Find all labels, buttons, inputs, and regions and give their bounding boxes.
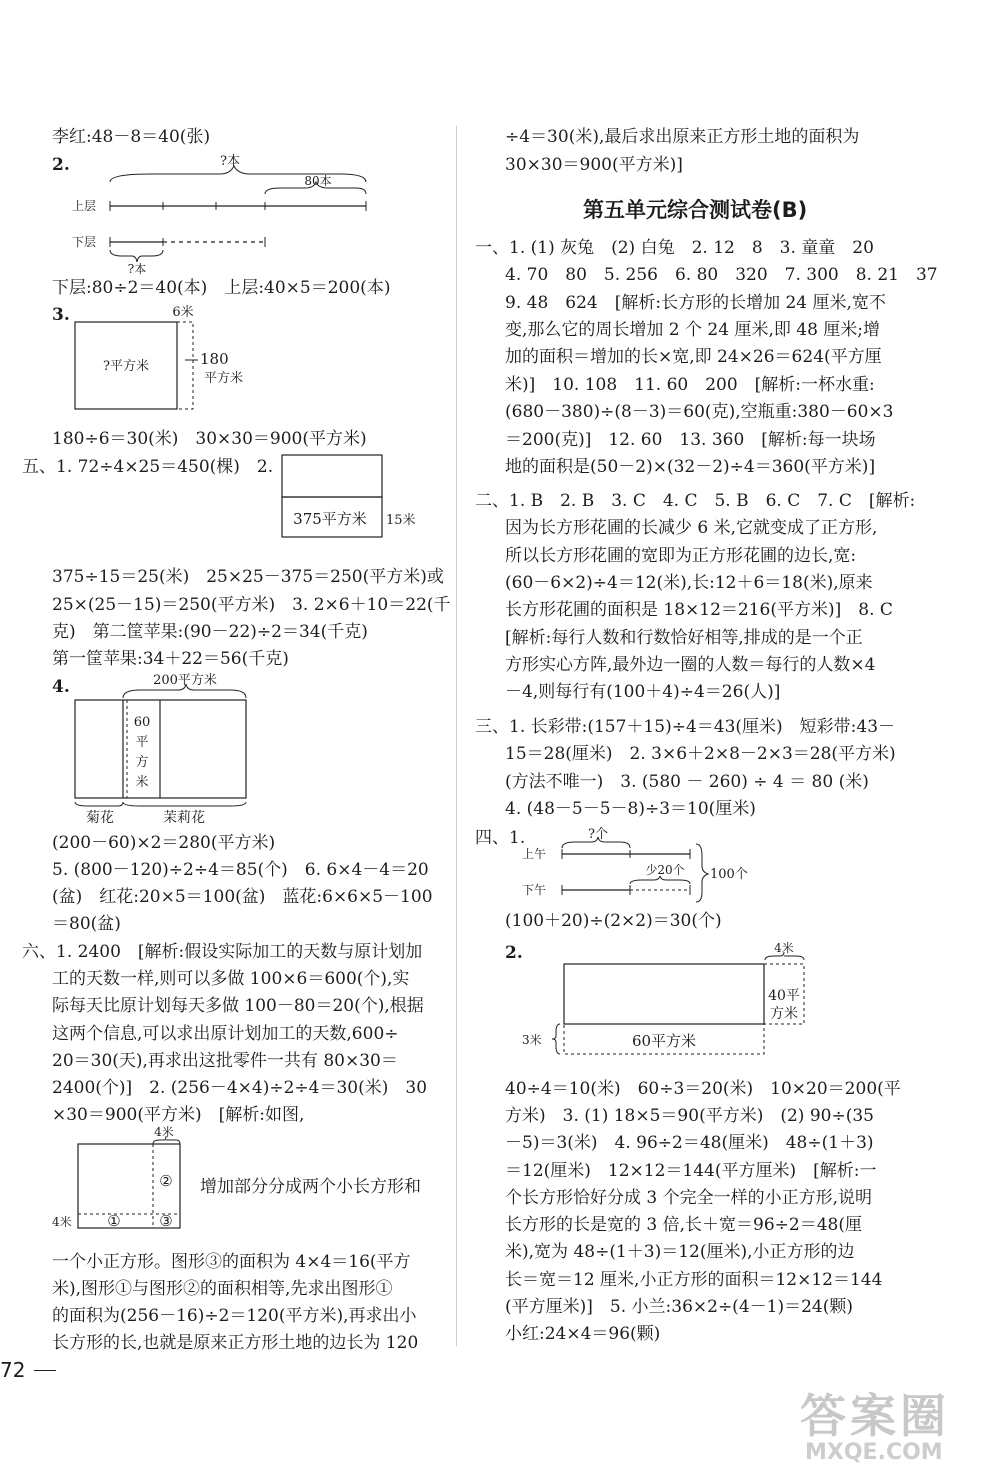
top-label: 4米	[774, 941, 794, 955]
text-line: ＝80(盆)	[52, 914, 121, 934]
text-line: 的面积为(256－16)÷2＝120(平方米),再求出小	[52, 1306, 417, 1326]
text-line: 二、1. B 2. B 3. C 4. C 5. B 6. C 7. C [解析:	[475, 491, 916, 511]
text-line: 地的面积是(50－2)×(32－2)÷4＝360(平方米)]	[505, 457, 876, 477]
right-label: 茉莉花	[163, 810, 205, 826]
region-2: ②	[159, 1172, 173, 1190]
rectangle-extension-figure	[520, 938, 820, 1073]
text-line: (60－6×2)÷4＝12(米),长:12＋6＝18(米),原来	[505, 573, 873, 593]
column-divider	[456, 126, 457, 1346]
lower-label: 下层	[72, 235, 97, 249]
text-line: 变,那么它的周长增加 2 个 24 厘米,即 48 厘米;增	[505, 320, 881, 340]
part-label: 80本	[304, 174, 332, 188]
inner-ping: 平	[135, 735, 149, 750]
text-line: 15＝28(厘米) 2. 3×6＋2×8－2×3＝28(平方米)	[505, 744, 896, 764]
text-line: 4. 70 80 5. 256 6. 80 320 7. 300 8. 21 37	[505, 265, 938, 285]
text-line: (680－380)÷(8－3)＝60(克),空瓶重:380－60×3	[505, 402, 894, 422]
text-line: ＝12(厘米) 12×12＝144(平方厘米) [解析:一	[505, 1161, 877, 1181]
text-line: 米),宽为 48÷(1＋3)＝12(厘米),小正方形的边	[505, 1242, 855, 1262]
watermark-url: MXQE.COM	[805, 1440, 943, 1465]
text-line: 40÷4＝10(米) 60÷3＝20(米) 10×20＝200(平	[505, 1079, 901, 1099]
am-label: 上午	[522, 847, 547, 861]
side-unit: 平方米	[204, 371, 244, 386]
text-line: 六、1. 2400 [解析:假设实际加工的天数与原计划加	[22, 942, 423, 962]
region-3: ③	[159, 1212, 173, 1230]
text-line: 180÷6＝30(米) 30×30＝900(平方米)	[52, 429, 367, 449]
text-line: (方法不唯一) 3. (580 － 260) ÷ 4 ＝ 80 (米)	[505, 772, 869, 792]
text-line: 长方形的长,也就是原来正方形土地的边长为 120	[52, 1333, 419, 1353]
text-line: ＝200(克)] 12. 60 13. 360 [解析:每一块场	[505, 430, 876, 450]
area-label: 375平方米	[293, 510, 367, 528]
bar-model-figure-am-pm	[520, 824, 780, 909]
text-line: (盆) 红花:20×5＝100(盆) 蓝花:6×6×5－100	[52, 887, 433, 907]
bottom-label: 60平方米	[631, 1032, 697, 1050]
text-line: 加的面积＝增加的长×宽,即 24×26＝624(平方厘	[505, 347, 882, 367]
inner-label: ?平方米	[103, 359, 149, 374]
inner-fang: 方	[135, 755, 149, 770]
inner-mi: 米	[135, 775, 149, 790]
text-line: 工的天数一样,则可以多做 100×6＝600(个),实	[52, 969, 410, 989]
text-line: 李红:48－8＝40(张)	[52, 127, 211, 147]
left-label: 3米	[522, 1033, 542, 1047]
upper-label: 上层	[72, 199, 97, 213]
total-label: ?本	[220, 154, 240, 169]
text-line: 米),图形①与图形②的面积相等,先求出图形①	[52, 1279, 393, 1299]
text-line: 所以长方形花圃的宽即为正方形花圃的边长,宽:	[505, 546, 857, 566]
text-line: (100＋20)÷(2×2)＝30(个)	[505, 911, 722, 931]
inner-60: 60	[133, 715, 151, 730]
side-number: 180	[200, 350, 229, 368]
right-number: 40平	[768, 988, 800, 1004]
watermark-logo: 答案圈	[800, 1389, 950, 1443]
top-label: 6米	[172, 305, 194, 320]
text-line: 一个小正方形。图形③的面积为 4×4＝16(平方	[52, 1252, 411, 1272]
text-line: 长方形花圃的面积是 18×12＝216(平方米)] 8. C	[505, 600, 893, 620]
text-line: 20＝30(天),再求出这批零件一共有 80×30＝	[52, 1051, 398, 1071]
text-line: [解析:每行人数和行数恰好相等,排成的是一个正	[505, 628, 863, 648]
text-line: －4,则每行有(100＋4)÷4＝26(人)]	[505, 682, 781, 702]
text-line: 4. (48－5－5－8)÷3＝10(厘米)	[505, 799, 756, 819]
question-number: 四、1.	[475, 828, 526, 848]
side-label: 15米	[386, 513, 416, 528]
text-line: 第一筐苹果:34＋22＝56(千克)	[52, 649, 289, 669]
region-1: ①	[107, 1212, 121, 1230]
text-line: 长方形的长是宽的 3 倍,长＋宽＝96÷2＝48(厘	[505, 1215, 862, 1235]
text-line: 下层:80÷2＝40(本) 上层:40×5＝200(本)	[52, 278, 391, 298]
text-line: 克) 第二筐苹果:(90－22)÷2＝34(千克)	[52, 622, 368, 642]
page-number: 72	[0, 1358, 26, 1382]
text-line: 5. (800－120)÷2÷4＝85(个) 6. 6×4－4＝20	[52, 860, 429, 880]
square-division-figure	[50, 1122, 200, 1240]
left-label: 菊花	[86, 810, 114, 826]
text-line: ×30＝900(平方米) [解析:如图,	[52, 1105, 305, 1125]
text-line: 25×(25－15)＝250(平方米) 3. 2×6＋10＝22(千	[52, 595, 451, 615]
text-line: 方形实心方阵,最外边一圈的人数＝每行的人数×4	[505, 655, 876, 675]
text-line: －5)＝3(米) 4. 96÷2＝48(厘米) 48÷(1＋3)	[505, 1133, 874, 1153]
text-line: ÷4＝30(米),最后求出原来正方形土地的面积为	[505, 127, 860, 147]
text-line: (平方厘米)] 5. 小兰:36×2÷(4－1)＝24(颗)	[505, 1297, 853, 1317]
total-label: 100个	[710, 867, 748, 882]
bar-model-figure	[70, 150, 390, 275]
flowerbed-figure	[60, 668, 320, 828]
text-line: 增加部分分成两个小长方形和	[200, 1177, 421, 1197]
text-line: 30×30＝900(平方米)]	[505, 155, 683, 175]
text-line: 375÷15＝25(米) 25×25－375＝250(平方米)或	[52, 567, 444, 587]
unknown-label: ?个	[588, 827, 608, 842]
page-number-rule	[34, 1370, 56, 1371]
rectangle-area-figure	[270, 450, 450, 560]
text-line: 一、1. (1) 灰兔 (2) 白兔 2. 12 8 3. 童童 20	[475, 238, 874, 258]
question-number: 3.	[52, 305, 70, 325]
left-label: 4米	[52, 1215, 72, 1229]
text-line: 际每天比原计划每天多做 100－80＝20(个),根据	[52, 996, 424, 1016]
question-number: 2.	[52, 155, 70, 175]
text-line: 三、1. 长彩带:(157＋15)÷4＝43(厘米) 短彩带:43－	[475, 717, 896, 737]
text-line: 小红:24×4＝96(颗)	[505, 1324, 661, 1344]
pm-label: 下午	[522, 883, 547, 897]
text-line: (200－60)×2＝280(平方米)	[52, 833, 276, 853]
top-label: 200平方米	[153, 673, 217, 688]
square-extension-figure	[70, 300, 270, 420]
section-title: 第五单元综合测试卷(B)	[583, 198, 808, 222]
text-line: 9. 48 624 [解析:长方形的长增加 24 厘米,宽不	[505, 293, 886, 313]
text-line: 2400(个)] 2. (256－4×4)÷2÷4＝30(米) 30	[52, 1078, 428, 1098]
text-line: 方米) 3. (1) 18×5＝90(平方米) (2) 90÷(35	[505, 1106, 874, 1126]
text-line: 长＝宽＝12 厘米,小正方形的面积＝12×12＝144	[505, 1270, 883, 1290]
question-number: 4.	[52, 677, 70, 697]
text-line: 米)] 10. 108 11. 60 200 [解析:一杯水重:	[505, 375, 875, 395]
text-line: 因为长方形花圃的长减少 6 米,它就变成了正方形,	[505, 518, 878, 538]
top-label: 4米	[154, 1125, 174, 1139]
text-line: 个长方形恰好分成 3 个完全一样的小正方形,说明	[505, 1188, 873, 1208]
unknown-label: ?本	[127, 262, 147, 276]
text-line: 五、1. 72÷4×25＝450(棵) 2.	[22, 457, 274, 477]
right-unit: 方米	[770, 1006, 798, 1022]
text-line: 这两个信息,可以求出原计划加工的天数,600÷	[52, 1024, 399, 1044]
less-label: 少20个	[645, 863, 685, 877]
question-number: 2.	[505, 943, 523, 963]
